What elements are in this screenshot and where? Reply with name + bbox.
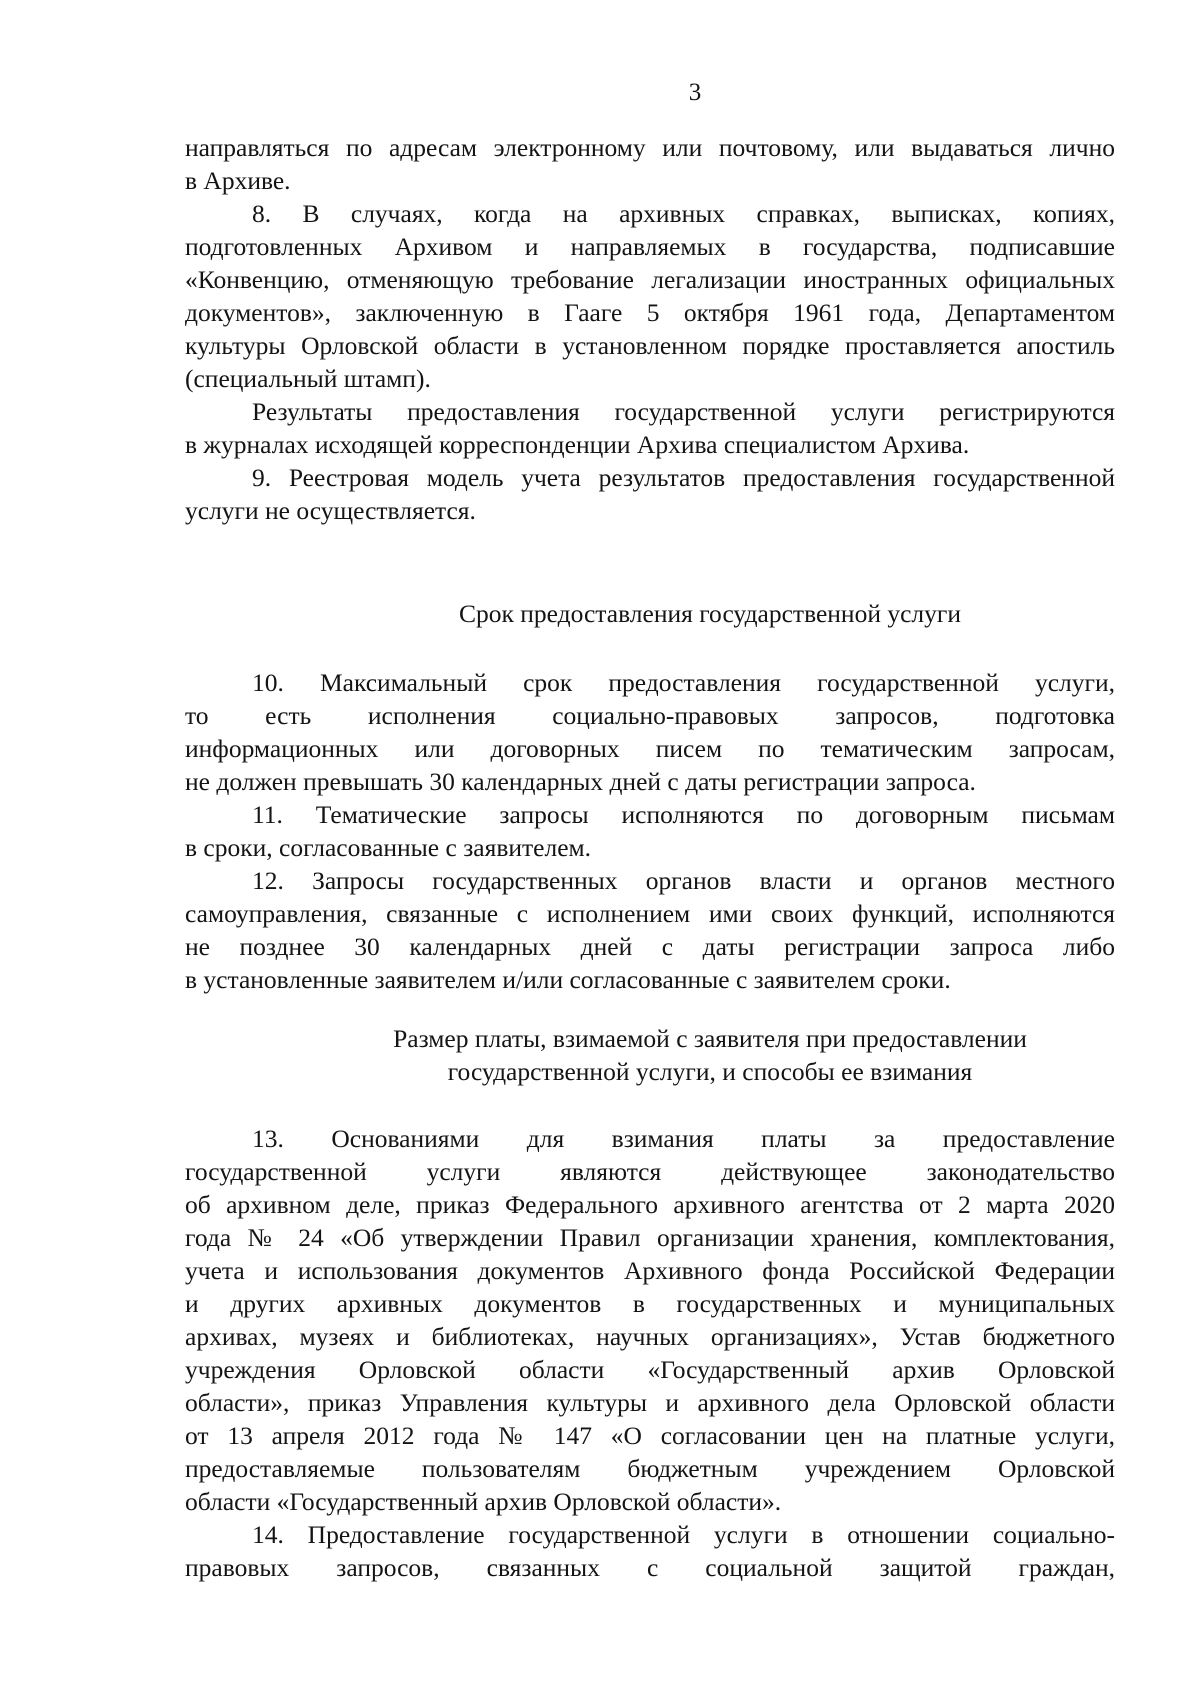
text-line: и других архивных документов в государственных и муниципальных [185, 1289, 1115, 1318]
text-line: 11. Тематические запросы исполняются по договорным письмам [252, 800, 1115, 829]
text-line: 12. Запросы государственных органов власти и органов местного [252, 866, 1115, 895]
text-line: документов», заключенную в Гааге 5 октября 1961 года, Департаментом [185, 298, 1115, 327]
text-line: не позднее 30 календарных дней с даты регистрации запроса либо [185, 932, 1115, 961]
text-line: в установленные заявителем и/или согласованные с заявителем сроки. [185, 965, 951, 994]
text-line: направляться по адресам электронному или почтовому, или выдаваться лично [185, 133, 1115, 162]
text-line: правовых запросов, связанных с социальной защитой граждан, [185, 1553, 1115, 1582]
text-section-1 [185, 131, 1115, 527]
text-line: Результаты предоставления государственной услуги регистрируются [252, 397, 1115, 426]
text-line: 8. В случаях, когда на архивных справках, выписках, копиях, [252, 199, 1115, 228]
text-line: в сроки, согласованные с заявителем. [185, 833, 592, 862]
text-line: архивах, музеях и библиотеках, научных организациях», Устав бюджетного [185, 1322, 1115, 1351]
section-heading-term [245, 597, 1175, 630]
text-line: предоставляемые пользователям бюджетным учреждением Орловской [185, 1454, 1115, 1483]
text-line: от 13 апреля 2012 года № 147 «О согласовании цен на платные услуги, [185, 1421, 1115, 1450]
page-number: 3 [688, 79, 702, 106]
text-line: «Конвенцию, отменяющую требование легализации иностранных официальных [185, 265, 1115, 294]
text-section-3 [185, 1122, 1115, 1584]
text-line: года № 24 «Об утверждении Правил организации хранения, комплектования, [185, 1223, 1115, 1252]
text-line: 13. Основаниями для взимания платы за предоставление [252, 1124, 1115, 1153]
text-line: 14. Предоставление государственной услуги в отношении социально- [252, 1520, 1115, 1549]
text-line: учета и использования документов Архивного фонда Российской Федерации [185, 1256, 1115, 1285]
heading-line: Срок предоставления государственной услуги [458, 599, 961, 628]
text-line: услуги не осуществляется. [185, 496, 476, 525]
text-line: области», приказ Управления культуры и архивного дела Орловской области [185, 1388, 1115, 1417]
heading-line: государственной услуги, и способы ее взимания [447, 1057, 973, 1086]
text-line: в журналах исходящей корреспонденции Архива специалистом Архива. [185, 430, 970, 459]
text-line: (специальный штамп). [185, 364, 431, 393]
heading-line: Размер платы, взимаемой с заявителя при предоставлении [393, 1024, 1027, 1053]
text-line: государственной услуги являются действующее законодательство [185, 1157, 1115, 1186]
text-line: информационных или договорных писем по тематическим запросам, [185, 734, 1115, 763]
text-line: подготовленных Архивом и направляемых в государства, подписавшие [185, 232, 1115, 261]
text-section-2 [185, 666, 1115, 996]
text-line: учреждения Орловской области «Государственный архив Орловской [185, 1355, 1115, 1384]
text-line: 10. Максимальный срок предоставления государственной услуги, [252, 668, 1115, 697]
section-heading-fee [245, 1022, 1175, 1088]
text-line: области «Государственный архив Орловской области». [185, 1487, 782, 1516]
text-line: не должен превышать 30 календарных дней с даты регистрации запроса. [185, 767, 976, 796]
text-line: об архивном деле, приказ Федерального архивного агентства от 2 марта 2020 [185, 1190, 1115, 1219]
text-line: в Архиве. [185, 166, 291, 195]
text-line: культуры Орловской области в установленном порядке проставляется апостиль [185, 331, 1115, 360]
text-line: 9. Реестровая модель учета результатов предоставления государственной [252, 463, 1115, 492]
text-line: самоуправления, связанные с исполнением ими своих функций, исполняются [185, 899, 1115, 928]
text-line: то есть исполнения социально-правовых запросов, подготовка [185, 701, 1115, 730]
